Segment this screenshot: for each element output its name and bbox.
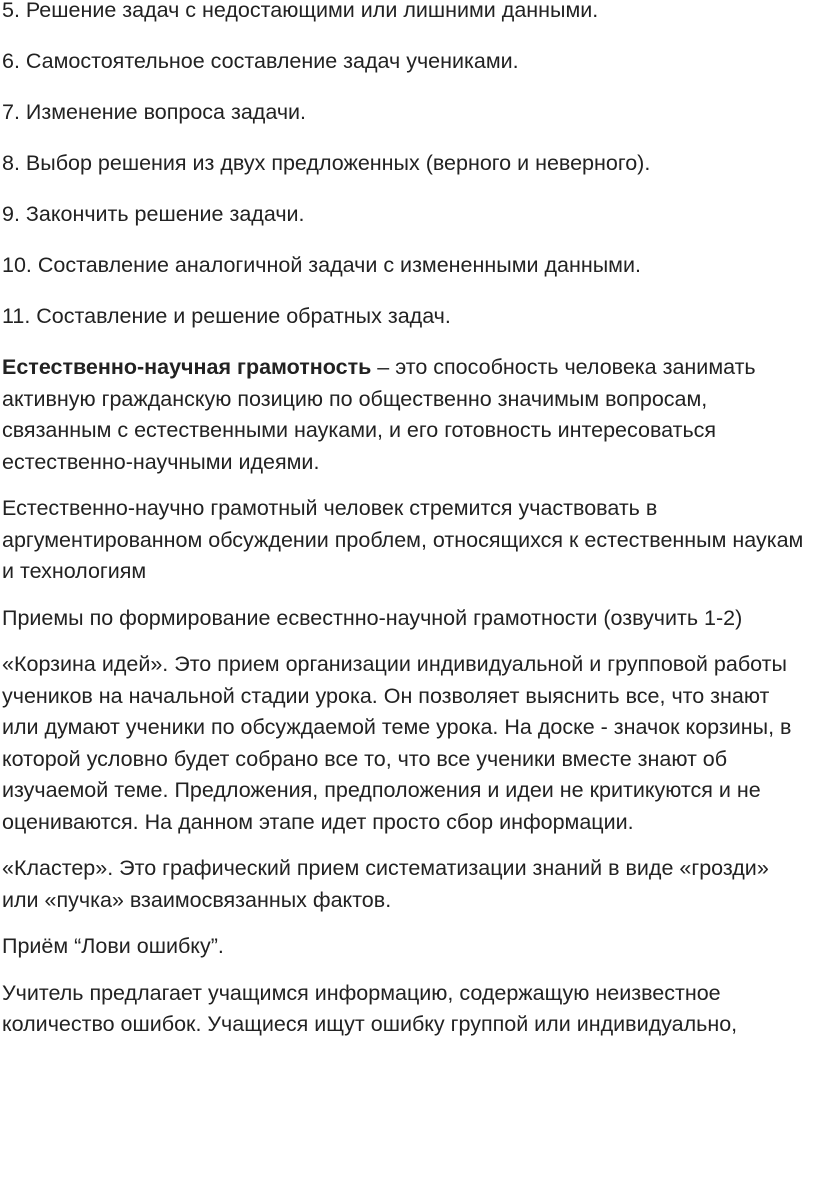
list-item: 5. Решение задач с недостающими или лишними данными. xyxy=(2,0,599,22)
document-page xyxy=(2,0,808,1041)
paragraph: Приём “Лови ошибку”. xyxy=(2,934,224,958)
list-item: 8. Выбор решения из двух предложенных (верного и неверного). xyxy=(2,151,651,175)
definition-paragraph xyxy=(2,352,808,478)
list-item: 9. Закончить решение задачи. xyxy=(2,202,305,226)
definition-text: – это способность человека занимать активную гражданскую позицию по общественно значимым вопросам, связанным с естественными науками, и его готовность интересоваться естественно-научными идеями. xyxy=(2,355,756,474)
list-item: 11. Составление и решение обратных задач. xyxy=(2,304,451,328)
list-item: 6. Самостоятельное составление задач учениками. xyxy=(2,49,519,73)
paragraph: Естественно-научно грамотный человек стремится участвовать в аргументированном обсуждении проблем, относящихся к естественным наукам и технологиям xyxy=(2,496,804,583)
paragraph: Учитель предлагает учащимся информацию, содержащую неизвестное количество ошибок. Учащиеся ищут ошибку группой или индивидуально, xyxy=(2,980,738,1036)
list-item: 7. Изменение вопроса задачи. xyxy=(2,100,307,124)
list-item: 10. Составление аналогичной задачи с измененными данными. xyxy=(2,253,641,277)
paragraph: «Корзина идей». Это прием организации индивидуальной и групповой работы учеников на начальной стадии урока. Он позволяет выяснить все, что знают или думают ученики по обсуждаемой теме урока. На доске - значок корзины, в которой условно будет собрано все то, что все ученики вместе знают об изучаемой теме. Предложения, предположения и идеи не критикуются и не оцениваются. На данном этапе идет просто сбор информации. xyxy=(2,652,792,834)
paragraph: Приемы по формирование есвестнно-научной грамотности (озвучить 1-2) xyxy=(2,605,743,630)
definition-term: Естественно-научная грамотность xyxy=(2,355,372,379)
paragraph: «Кластер». Это графический прием систематизации знаний в виде «грозди» или «пучка» взаимосвязанных фактов. xyxy=(2,856,769,912)
